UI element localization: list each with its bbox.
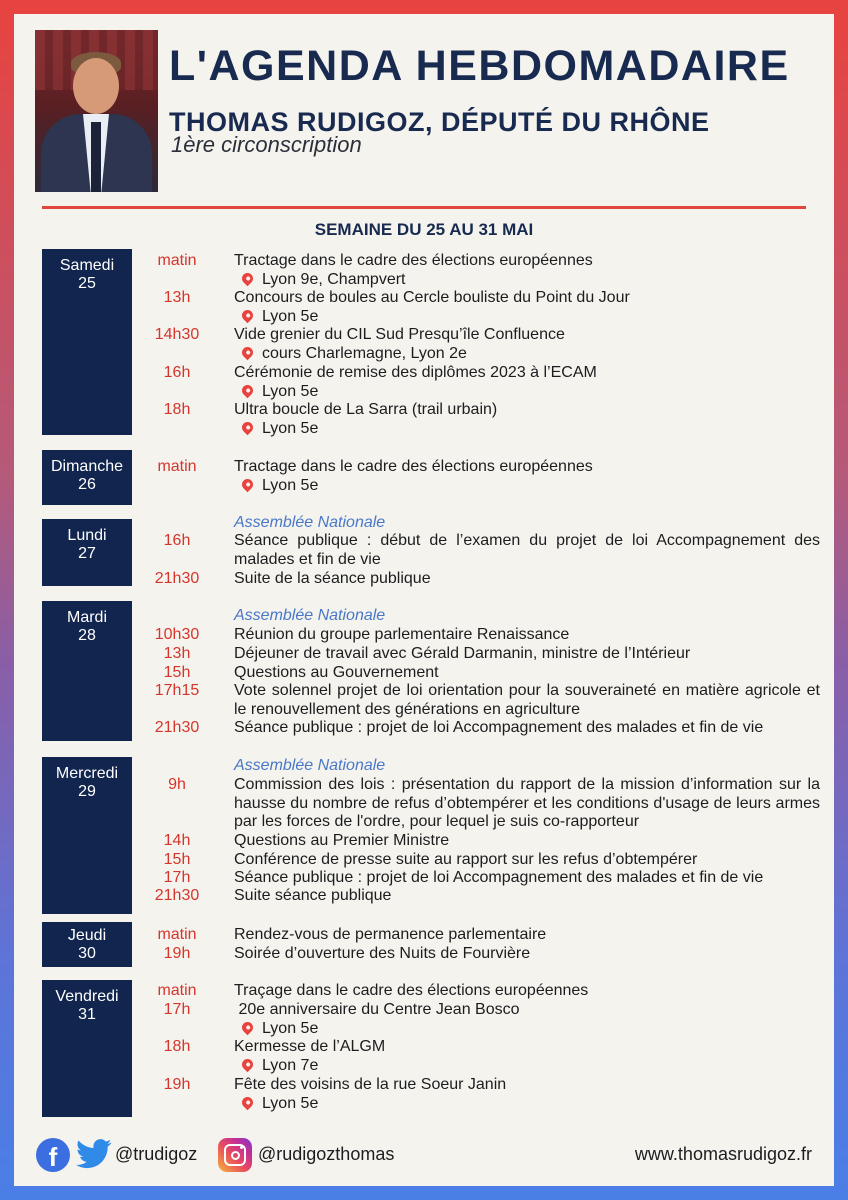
- event-time: 19h: [163, 1076, 191, 1093]
- event-location: Lyon 5e: [242, 383, 318, 401]
- event-title: Cérémonie de remise des diplômes 2023 à l’ECAM: [234, 364, 597, 381]
- event-title: Séance publique : projet de loi Accompagnement des malades et fin de vie: [234, 869, 764, 886]
- day-box-vendredi: [42, 980, 132, 1117]
- location-pin-icon: [240, 271, 256, 287]
- event-location: Lyon 5e: [242, 1095, 318, 1113]
- event-title: Questions au Gouvernement: [234, 664, 439, 681]
- agenda-sheet: [14, 14, 834, 1186]
- day-box-mardi: [42, 601, 132, 741]
- venue-label: Assemblée Nationale: [234, 757, 386, 774]
- event-title: Vide grenier du CIL Sud Presqu’île Confluence: [234, 326, 565, 343]
- event-time: 13h: [163, 645, 191, 662]
- event-time: matin: [157, 982, 197, 999]
- day-name: Mardi: [66, 609, 107, 626]
- event-time: 14h: [163, 832, 191, 849]
- event-title: Fête des voisins de la rue Soeur Janin: [234, 1076, 507, 1093]
- header-divider: [42, 206, 806, 209]
- event-title: Kermesse de l’ALGM: [234, 1038, 386, 1055]
- event-title: Séance publique : projet de loi Accompagnement des malades et fin de vie: [234, 719, 764, 736]
- district-label: 1ère circonscription: [171, 132, 362, 157]
- venue-label: Assemblée Nationale: [234, 607, 386, 624]
- event-time: 19h: [163, 945, 191, 962]
- event-time: 21h30: [154, 719, 200, 736]
- location-pin-icon: [240, 308, 256, 324]
- day-number: 26: [78, 476, 96, 493]
- event-location: Lyon 5e: [242, 1020, 318, 1038]
- event-time: 10h30: [154, 626, 200, 643]
- footer: [14, 1136, 834, 1176]
- location-pin-icon: [240, 420, 256, 436]
- facebook-icon[interactable]: f: [36, 1138, 70, 1172]
- event-time: 17h15: [154, 682, 200, 699]
- location-pin-icon: [240, 477, 256, 493]
- event-time: matin: [157, 252, 197, 269]
- location-pin-icon: [240, 383, 256, 399]
- day-box-lundi: [42, 519, 132, 586]
- day-name: Dimanche: [50, 458, 124, 475]
- event-title: Déjeuner de travail avec Gérald Darmanin, ministre de l’Intérieur: [234, 645, 691, 662]
- venue-label: Assemblée Nationale: [234, 514, 386, 531]
- website-link[interactable]: www.thomasrudigoz.fr: [634, 1144, 812, 1164]
- day-box-jeudi: [42, 922, 132, 967]
- event-title: 20e anniversaire du Centre Jean Bosco: [234, 1001, 520, 1018]
- day-number: 25: [78, 275, 96, 292]
- event-title: Questions au Premier Ministre: [234, 832, 450, 849]
- event-time: 14h30: [154, 326, 200, 343]
- event-title: Rendez-vous de permanence parlementaire: [234, 926, 547, 943]
- event-title: Suite de la séance publique: [234, 570, 431, 587]
- location-pin-icon: [240, 345, 256, 361]
- event-time: 21h30: [154, 570, 200, 587]
- day-name: Mercredi: [55, 765, 119, 782]
- event-time: 15h: [163, 664, 191, 681]
- day-number: 31: [78, 1006, 96, 1023]
- event-title: Tractage dans le cadre des élections européennes: [234, 252, 593, 269]
- event-title: Concours de boules au Cercle bouliste du Point du Jour: [234, 289, 630, 306]
- event-time: 17h: [163, 869, 191, 886]
- day-number: 28: [78, 627, 96, 644]
- day-number: 29: [78, 783, 96, 800]
- instagram-icon[interactable]: [218, 1138, 252, 1172]
- event-title: Tractage dans le cadre des élections européennes: [234, 458, 593, 475]
- event-location: Lyon 9e, Champvert: [242, 271, 405, 289]
- page-title: L'AGENDA HEBDOMADAIRE: [169, 42, 790, 90]
- event-title: Réunion du groupe parlementaire Renaissance: [234, 626, 570, 643]
- week-heading: SEMAINE DU 25 AU 31 MAI: [314, 220, 534, 239]
- event-title: Vote solennel projet de loi orientation pour la souveraineté en matière agricole et le renouvellement des générations en agriculture: [234, 682, 820, 718]
- day-name: Jeudi: [67, 927, 107, 944]
- twitter-icon[interactable]: [76, 1138, 112, 1172]
- day-box-mercredi: [42, 757, 132, 914]
- event-location: Lyon 7e: [242, 1057, 318, 1075]
- event-time: 15h: [163, 851, 191, 868]
- event-time: matin: [157, 926, 197, 943]
- page-subtitle: THOMAS RUDIGOZ, DÉPUTÉ DU RHÔNE: [169, 107, 710, 137]
- event-time: 18h: [163, 1038, 191, 1055]
- event-title: Traçage dans le cadre des élections européennes: [234, 982, 589, 999]
- event-location: cours Charlemagne, Lyon 2e: [242, 345, 467, 363]
- event-title: Ultra boucle de La Sarra (trail urbain): [234, 401, 498, 418]
- location-pin-icon: [240, 1057, 256, 1073]
- twitter-handle[interactable]: @trudigoz: [115, 1144, 198, 1164]
- day-name: Lundi: [67, 527, 107, 544]
- day-name: Vendredi: [55, 988, 119, 1005]
- day-number: 30: [78, 945, 96, 962]
- event-title: Soirée d’ouverture des Nuits de Fourvière: [234, 945, 531, 962]
- event-time: 16h: [163, 364, 191, 381]
- day-number: 27: [78, 545, 96, 562]
- location-pin-icon: [240, 1020, 256, 1036]
- event-location: Lyon 5e: [242, 308, 318, 326]
- event-title: Séance publique : début de l’examen du projet de loi Accompagnement des malades et fin de vie: [234, 532, 820, 568]
- day-box-samedi: [42, 249, 132, 435]
- event-location: Lyon 5e: [242, 420, 318, 438]
- portrait-photo: [35, 30, 158, 192]
- event-title: Commission des lois : présentation du rapport de la mission d’information sur la hausse du nombre de refus d’obtempérer et les conditions d'usage de leurs armes par les forces de l'ordre, pour lequel je suis co-rapporteur: [234, 776, 820, 830]
- event-title: Suite séance publique: [234, 887, 392, 904]
- event-time: 21h30: [154, 887, 200, 904]
- day-box-dimanche: [42, 450, 132, 505]
- event-time: 13h: [163, 289, 191, 306]
- event-location: Lyon 5e: [242, 477, 318, 495]
- event-title: Conférence de presse suite au rapport sur les refus d’obtempérer: [234, 851, 698, 868]
- event-time: matin: [157, 458, 197, 475]
- instagram-handle[interactable]: @rudigozthomas: [258, 1144, 395, 1164]
- event-time: 18h: [163, 401, 191, 418]
- location-pin-icon: [240, 1095, 256, 1111]
- event-time: 9h: [168, 776, 186, 793]
- event-time: 16h: [163, 532, 191, 549]
- event-time: 17h: [163, 1001, 191, 1018]
- day-name: Samedi: [59, 257, 115, 274]
